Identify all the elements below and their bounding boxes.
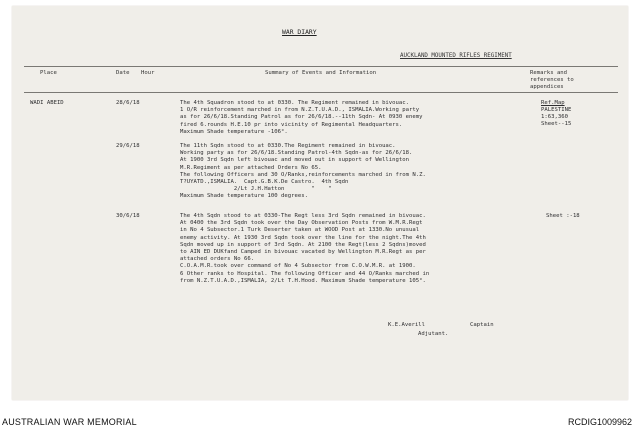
- entry-remarks-ref: Ref.Map: [541, 100, 565, 106]
- header-summary: Summary of Events and Information: [265, 70, 377, 76]
- header-date: Date: [116, 70, 130, 76]
- entry-date: 29/6/18: [116, 143, 140, 149]
- entry-remarks: Sheet :-18: [546, 213, 580, 219]
- footer-id: RCDIG1009962: [567, 417, 632, 427]
- entry-remarks: PALESTINE 1:63,360 Sheet--15: [541, 107, 572, 128]
- header-remarks: Remarks and references to appendices: [530, 70, 574, 90]
- header-rule-top: [24, 66, 618, 67]
- signature-rank: Captain: [470, 322, 494, 328]
- signature-name: K.E.Averill: [388, 322, 426, 328]
- entry-text: The 4th Sqdn stood to at 0330-The Regt less 3rd Sqdn remained in bivouac. At 0400 the 3rd Sqdn took over the Day Observation Posts from W.M.R.Regt in No 4 Subsector.1 Turk Deserter taken at WOOD Post at 1330.No unusual enemy activity. At 1930 3rd Sqdn took over the line for the night.The 4th Sqdn moved up in support of 3rd Sqdn. At 2100 the Regt(less 2 Sqdns)moved to AIN ED DUKfand Camped in bivouac vacated by Wellington M.R.Regt as per attached orders No 66. C.O.A.M.R.took over command of No 4 Subsector from C.O.W.M.R. at 1900. 6 Other ranks to Hospital. The following Officer and 44 O/Ranks marched in from N.Z.T.U.A.D.,ISMALIA, 2/Lt T.H.Hood. Maximum Shade temperature 105°.: [180, 213, 430, 284]
- entry-date: 28/6/18: [116, 100, 140, 106]
- footer-source: AUSTRALIAN WAR MEMORIAL: [2, 417, 137, 427]
- header-hour: Hour: [141, 70, 155, 76]
- diary-title: WAR DIARY: [282, 28, 317, 36]
- unit-name: AUCKLAND MOUNTED RIFLES REGIMENT: [400, 53, 512, 59]
- header-rule-bottom: [24, 92, 618, 93]
- signature-role: Adjutant.: [418, 331, 449, 337]
- entry-place: WADI ABEID: [30, 100, 64, 106]
- entry-text: The 11th Sqdn stood to at 0330.The Regiment remained in bivouac. Working party as for 26/6/18.Standing Patrol-4th Sqdn-as for 26/6/18. At 1900 3rd Sqdn left bivouac and moved out in support of Wellington M.R.Regiment as per attached Orders No 65. The following Officers and 30 O/Ranks,reinforcements marched in from N.Z. T?UYATD.,ISMALIA. Capt.G.B.K.De Castro. 4th Sqdn 2/Lt J.H.Hatton " " Maximum Shade temperature 100 degrees.: [180, 143, 426, 200]
- header-place: Place: [40, 70, 57, 76]
- entry-text: The 4th Squadron stood to at 0330. The Regiment remained in bivouac. 1 O/R reinforcement marched in from N.Z.T.U.A.D., ISMALIA.Working party as for 26/6/18.Standing Patrol as for 26/6/18.--11th Sqdn- At 0930 enemy fired 6.rounds H.E.10 pr into vicinity of Regimental Headquarters. Maximum Shade temperature -106°.: [180, 100, 423, 135]
- entry-date: 30/6/18: [116, 213, 140, 219]
